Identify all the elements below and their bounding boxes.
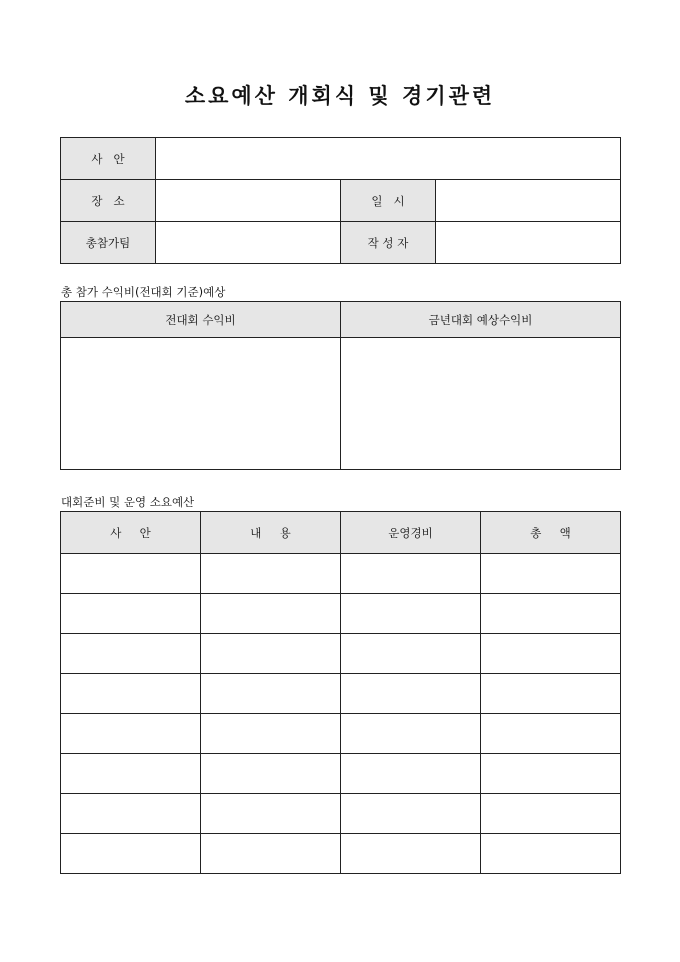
budget-col-operating-cost: 운영경비 <box>341 512 481 554</box>
table-row <box>61 834 621 874</box>
budget-cell[interactable] <box>61 634 201 674</box>
table-row <box>61 594 621 634</box>
budget-cell[interactable] <box>481 714 621 754</box>
budget-cell[interactable] <box>201 554 341 594</box>
revenue-section-label: 총 참가 수익비(전대회 기준)예상 <box>61 285 226 299</box>
budget-cell[interactable] <box>341 794 481 834</box>
team-value-cell[interactable] <box>156 222 341 264</box>
page-title: 소요예산 개회식 및 경기관련 <box>184 83 496 108</box>
budget-cell[interactable] <box>341 754 481 794</box>
budget-cell[interactable] <box>341 634 481 674</box>
revenue-body-row <box>61 338 621 470</box>
budget-cell[interactable] <box>341 554 481 594</box>
datetime-value-cell[interactable] <box>436 180 621 222</box>
budget-cell[interactable] <box>201 714 341 754</box>
place-value-cell[interactable] <box>156 180 341 222</box>
budget-cell[interactable] <box>201 794 341 834</box>
budget-col-total: 총 액 <box>481 512 621 554</box>
author-value-cell[interactable] <box>436 222 621 264</box>
table-row <box>61 754 621 794</box>
budget-cell[interactable] <box>481 594 621 634</box>
budget-cell[interactable] <box>481 554 621 594</box>
budget-cell[interactable] <box>341 834 481 874</box>
revenue-header-row <box>61 302 621 338</box>
budget-cell[interactable] <box>481 794 621 834</box>
budget-cell[interactable] <box>481 834 621 874</box>
revenue-col-current: 금년대회 예상수익비 <box>341 302 621 338</box>
budget-cell[interactable] <box>61 834 201 874</box>
table-row <box>61 554 621 594</box>
budget-section-label: 대회준비 및 운영 소요예산 <box>61 495 195 509</box>
budget-table <box>60 511 621 874</box>
table-row <box>61 794 621 834</box>
table-row <box>61 714 621 754</box>
revenue-col-previous: 전대회 수익비 <box>61 302 341 338</box>
budget-cell[interactable] <box>341 714 481 754</box>
budget-cell[interactable] <box>61 794 201 834</box>
budget-cell[interactable] <box>201 594 341 634</box>
budget-cell[interactable] <box>61 754 201 794</box>
budget-cell[interactable] <box>61 594 201 634</box>
budget-cell[interactable] <box>201 634 341 674</box>
budget-cell[interactable] <box>61 674 201 714</box>
budget-cell[interactable] <box>201 754 341 794</box>
place-label: 장 소 <box>61 180 156 222</box>
info-table <box>60 137 621 264</box>
budget-cell[interactable] <box>201 674 341 714</box>
case-label: 사 안 <box>61 138 156 180</box>
datetime-label: 일 시 <box>341 180 436 222</box>
info-row-team <box>61 222 621 264</box>
budget-cell[interactable] <box>481 674 621 714</box>
revenue-current-cell[interactable] <box>341 338 621 470</box>
budget-cell[interactable] <box>61 554 201 594</box>
author-label: 작 성 자 <box>341 222 436 264</box>
budget-col-content: 내 용 <box>201 512 341 554</box>
revenue-table <box>60 301 621 470</box>
info-row-case <box>61 138 621 180</box>
budget-cell[interactable] <box>201 834 341 874</box>
budget-cell[interactable] <box>481 634 621 674</box>
table-row <box>61 674 621 714</box>
budget-cell[interactable] <box>341 594 481 634</box>
case-value-cell[interactable] <box>156 138 621 180</box>
budget-cell[interactable] <box>341 674 481 714</box>
budget-header-row <box>61 512 621 554</box>
info-row-place <box>61 180 621 222</box>
team-label: 총참가팀 <box>61 222 156 264</box>
table-row <box>61 634 621 674</box>
revenue-previous-cell[interactable] <box>61 338 341 470</box>
budget-col-case: 사 안 <box>61 512 201 554</box>
budget-cell[interactable] <box>61 714 201 754</box>
budget-cell[interactable] <box>481 754 621 794</box>
